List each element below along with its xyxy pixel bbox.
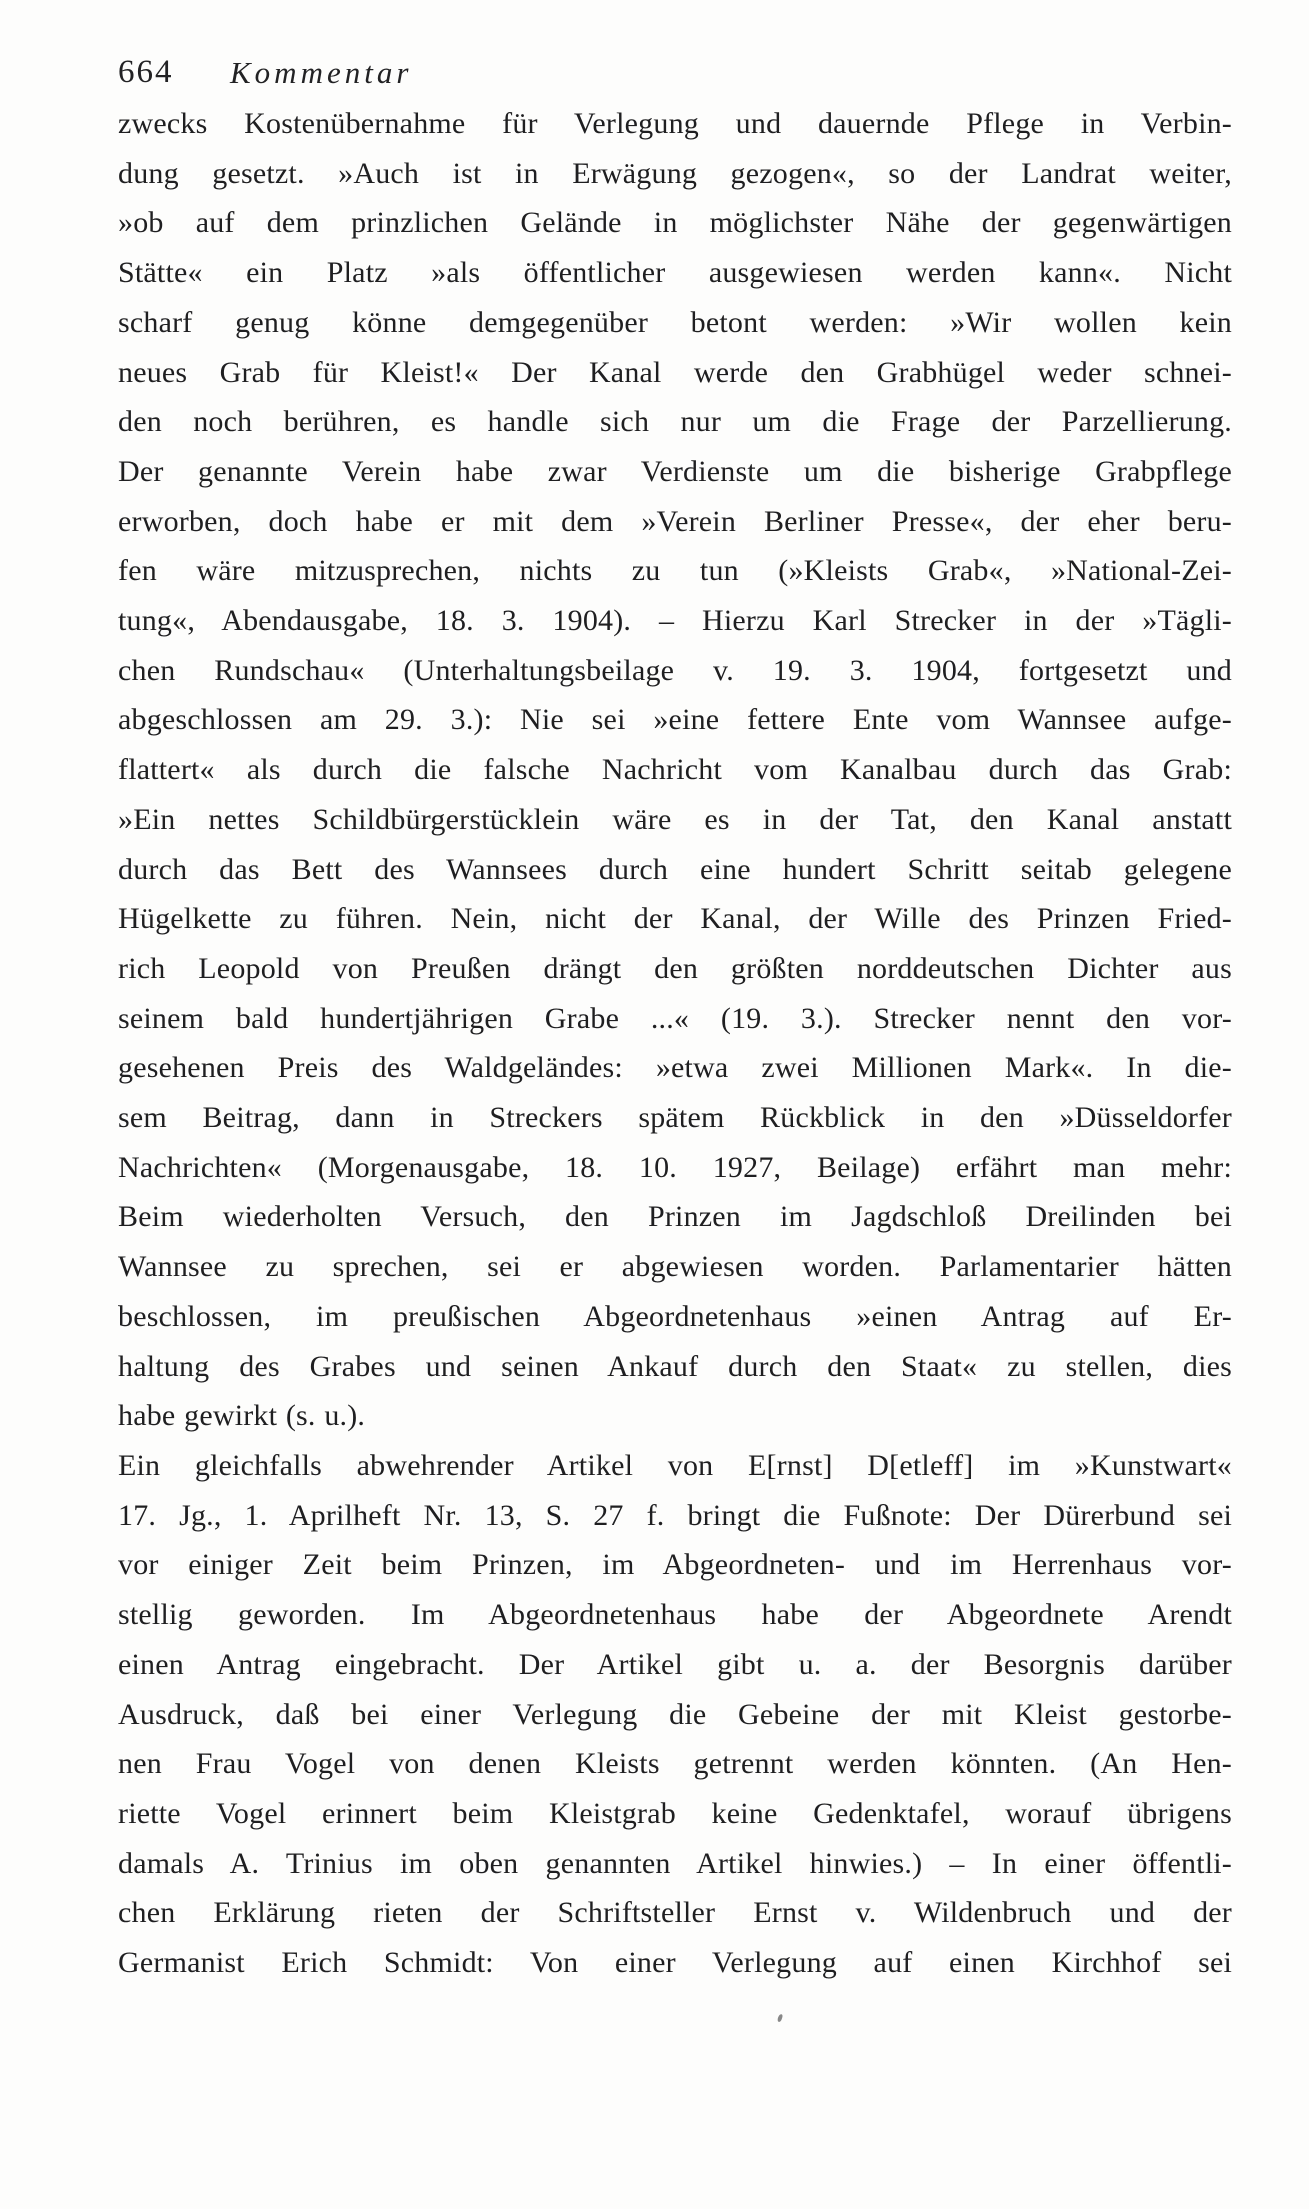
text-line: sem Beitrag, dann in Streckers spätem Rückblick in den »Düsseldorfer: [118, 1101, 1232, 1135]
page-number: 664: [118, 54, 174, 90]
text-line: einen Antrag eingebracht. Der Artikel gibt u. a. der Besorgnis darüber: [118, 1647, 1232, 1681]
text-line: nen Frau Vogel von denen Kleists getrennt werden könnten. (An Hen-: [118, 1747, 1232, 1781]
text-line: tung«, Abendausgabe, 18. 3. 1904). – Hierzu Karl Strecker in der »Tägli-: [118, 604, 1232, 638]
commentary-text-block: [118, 99, 1232, 1988]
text-line: zwecks Kostenübernahme für Verlegung und dauernde Pflege in Verbin-: [118, 107, 1232, 140]
text-line: habe gewirkt (s. u.).: [118, 1399, 366, 1433]
text-line: Beim wiederholten Versuch, den Prinzen im Jagdschloß Dreilinden bei: [118, 1200, 1232, 1234]
text-line: gesehenen Preis des Waldgeländes: »etwa zwei Millionen Mark«. In die-: [118, 1051, 1232, 1085]
text-line: haltung des Grabes und seinen Ankauf durch den Staat« zu stellen, dies: [118, 1349, 1232, 1383]
text-line: Ausdruck, daß bei einer Verlegung die Gebeine der mit Kleist gestorbe-: [118, 1697, 1232, 1731]
text-line: riette Vogel erinnert beim Kleistgrab keine Gedenktafel, worauf übrigens: [118, 1796, 1232, 1830]
text-line: »Ein nettes Schildbürgerstücklein wäre es in der Tat, den Kanal anstatt: [118, 802, 1232, 836]
text-line: fen wäre mitzusprechen, nichts zu tun (»Kleists Grab«, »National-Zei-: [118, 554, 1232, 588]
text-line: 17. Jg., 1. Aprilheft Nr. 13, S. 27 f. bringt die Fußnote: Der Dürerbund sei: [118, 1498, 1232, 1532]
scan-speck: [777, 2014, 783, 2023]
text-line: Germanist Erich Schmidt: Von einer Verlegung auf einen Kirchhof sei: [118, 1946, 1232, 1980]
text-line: Der genannte Verein habe zwar Verdienste um die bisherige Grabpflege: [118, 454, 1232, 488]
text-line: durch das Bett des Wannsees durch eine hundert Schritt seitab gelegene: [118, 852, 1232, 886]
text-line: rich Leopold von Preußen drängt den größten norddeutschen Dichter aus: [118, 951, 1232, 985]
text-line: erworben, doch habe er mit dem »Verein Berliner Presse«, der eher beru-: [118, 504, 1232, 538]
text-line: den noch berühren, es handle sich nur um die Frage der Parzellierung.: [118, 405, 1232, 439]
text-line: damals A. Trinius im oben genannten Artikel hinwies.) – In einer öffentli-: [118, 1846, 1232, 1880]
text-line: abgeschlossen am 29. 3.): Nie sei »eine fettere Ente vom Wannsee aufge-: [118, 703, 1232, 737]
text-line: chen Rundschau« (Unterhaltungsbeilage v. 19. 3. 1904, fortgesetzt und: [118, 653, 1232, 687]
text-line: vor einiger Zeit beim Prinzen, im Abgeordneten- und im Herrenhaus vor-: [118, 1548, 1232, 1582]
text-line: Ein gleichfalls abwehrender Artikel von E[rnst] D[etleff] im »Kunstwart«: [118, 1448, 1232, 1482]
text-line: Stätte« ein Platz »als öffentlicher ausgewiesen werden kann«. Nicht: [118, 256, 1232, 290]
text-line: beschlossen, im preußischen Abgeordnetenhaus »einen Antrag auf Er-: [118, 1299, 1232, 1333]
text-line: dung gesetzt. »Auch ist in Erwägung gezogen«, so der Landrat weiter,: [118, 156, 1232, 190]
text-line: chen Erklärung rieten der Schriftsteller Ernst v. Wildenbruch und der: [118, 1896, 1232, 1930]
text-line: Wannsee zu sprechen, sei er abgewiesen worden. Parlamentarier hätten: [118, 1250, 1232, 1284]
text-line: Hügelkette zu führen. Nein, nicht der Kanal, der Wille des Prinzen Fried-: [118, 902, 1232, 936]
text-line: Nachrichten« (Morgenausgabe, 18. 10. 1927, Beilage) erfährt man mehr:: [118, 1150, 1232, 1184]
text-line: scharf genug könne demgegenüber betont werden: »Wir wollen kein: [118, 305, 1232, 339]
text-line: »ob auf dem prinzlichen Gelände in möglichster Nähe der gegenwärtigen: [118, 206, 1232, 240]
page-header: [118, 54, 1232, 98]
text-line: stellig geworden. Im Abgeordnetenhaus habe der Abgeordnete Arendt: [118, 1598, 1232, 1632]
text-line: neues Grab für Kleist!« Der Kanal werde den Grabhügel weder schnei-: [118, 355, 1232, 389]
running-header: Kommentar: [230, 55, 413, 90]
text-line: flattert« als durch die falsche Nachricht vom Kanalbau durch das Grab:: [118, 753, 1232, 787]
text-line: seinem bald hundertjährigen Grabe ...« (19. 3.). Strecker nennt den vor-: [118, 1001, 1232, 1035]
